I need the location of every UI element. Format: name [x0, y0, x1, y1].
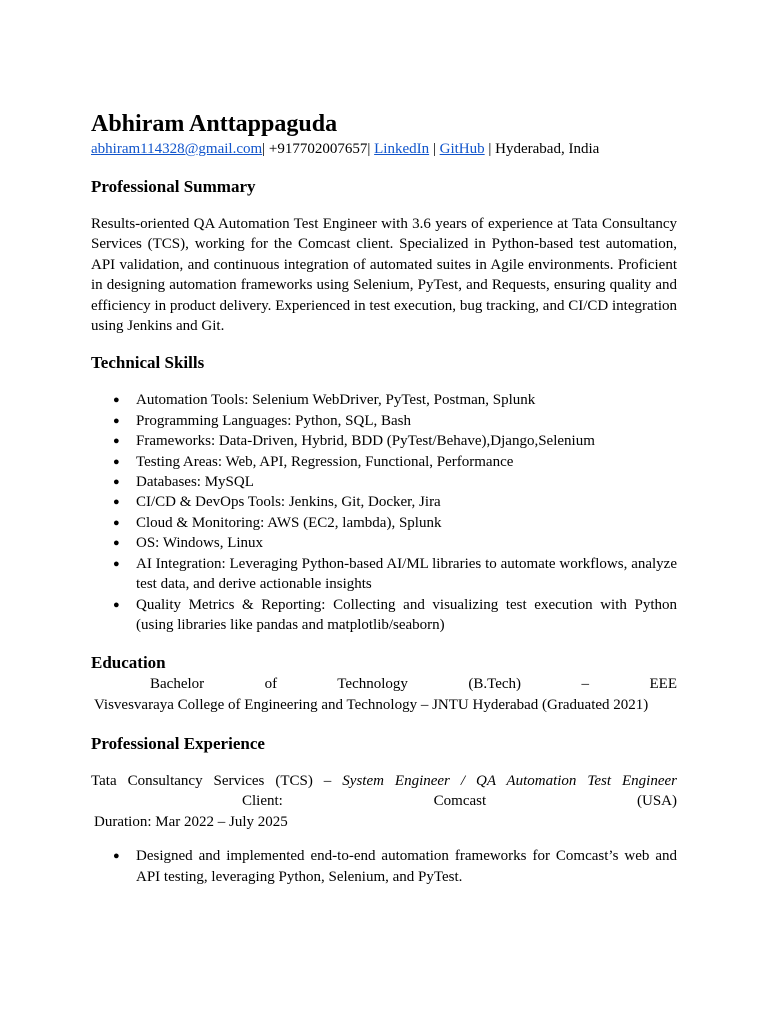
experience-bullets: [91, 846, 677, 887]
location: | Hyderabad, India: [484, 141, 600, 157]
experience-title-line: [91, 771, 677, 792]
list-item: ● CI/CD & DevOps Tools: Jenkins, Git, Docker, Jira: [91, 492, 677, 512]
separator: |: [262, 141, 269, 157]
list-item: ● Quality Metrics & Reporting: Collecting and visualizing test execution with Python (using libraries like pandas and matplotlib/seaborn): [91, 595, 677, 636]
company-name: Tata Consultancy Services (TCS) –: [91, 772, 343, 789]
job-role: System Engineer / QA Automation Test Engineer: [342, 772, 677, 789]
education-degree: Bachelor of Technology (B.Tech) – EEE: [150, 676, 677, 693]
education-heading: Education: [91, 653, 166, 673]
github-link[interactable]: GitHub: [439, 141, 485, 157]
summary-heading: Professional Summary: [91, 177, 256, 196]
separator: |: [429, 141, 440, 157]
list-item: ● Programming Languages: Python, SQL, Bash: [91, 411, 677, 431]
list-item: ● Testing Areas: Web, API, Regression, Functional, Performance: [91, 452, 677, 472]
experience-duration: Duration: Mar 2022 – July 2025: [94, 813, 288, 830]
list-item: ● Databases: MySQL: [91, 472, 677, 492]
contact-line: [91, 139, 677, 159]
summary-text: Results-oriented QA Automation Test Engineer with 3.6 years of experience at Tata Consultancy Services (TCS), working for the Comcast client. Specialized in Python-based test automation, API validation, and continuous integration of automated suites in Agile environments. Proficient in designing automation frameworks using Selenium, PyTest, and Requests, ensuring quality and efficiency in product delivery. Experienced in test execution, bug tracking, and CI/CD integration using Jenkins and Git.: [91, 216, 677, 335]
resume-content: [91, 108, 677, 887]
experience-client: Client: Comcast (USA): [242, 793, 677, 810]
list-item: ● Cloud & Monitoring: AWS (EC2, lambda), Splunk: [91, 513, 677, 533]
experience-heading: Professional Experience: [91, 733, 265, 753]
list-item: ● Automation Tools: Selenium WebDriver, PyTest, Postman, Splunk: [91, 390, 677, 410]
skills-heading: Technical Skills: [91, 353, 205, 373]
education-college: Visvesvaraya College of Engineering and Technology – JNTU Hyderabad (Graduated 2021): [94, 696, 649, 713]
separator: |: [367, 141, 375, 157]
candidate-name: Abhiram Anttappaguda: [91, 111, 338, 137]
linkedin-link[interactable]: LinkedIn: [374, 141, 430, 157]
list-item: ● Frameworks: Data-Driven, Hybrid, BDD (PyTest/Behave),Django,Selenium: [91, 431, 677, 451]
email-link[interactable]: abhiram114328@gmail.com: [91, 141, 263, 157]
list-item: ● Designed and implemented end-to-end automation frameworks for Comcast’s web and API testing, leveraging Python, Selenium, and PyTest.: [91, 846, 677, 887]
list-item: ● OS: Windows, Linux: [91, 533, 677, 553]
skills-list: [91, 390, 677, 635]
list-item: ● AI Integration: Leveraging Python-based AI/ML libraries to automate workflows, analyze test data, and derive actionable insights: [91, 554, 677, 595]
phone-number: +917702007657: [268, 141, 368, 157]
